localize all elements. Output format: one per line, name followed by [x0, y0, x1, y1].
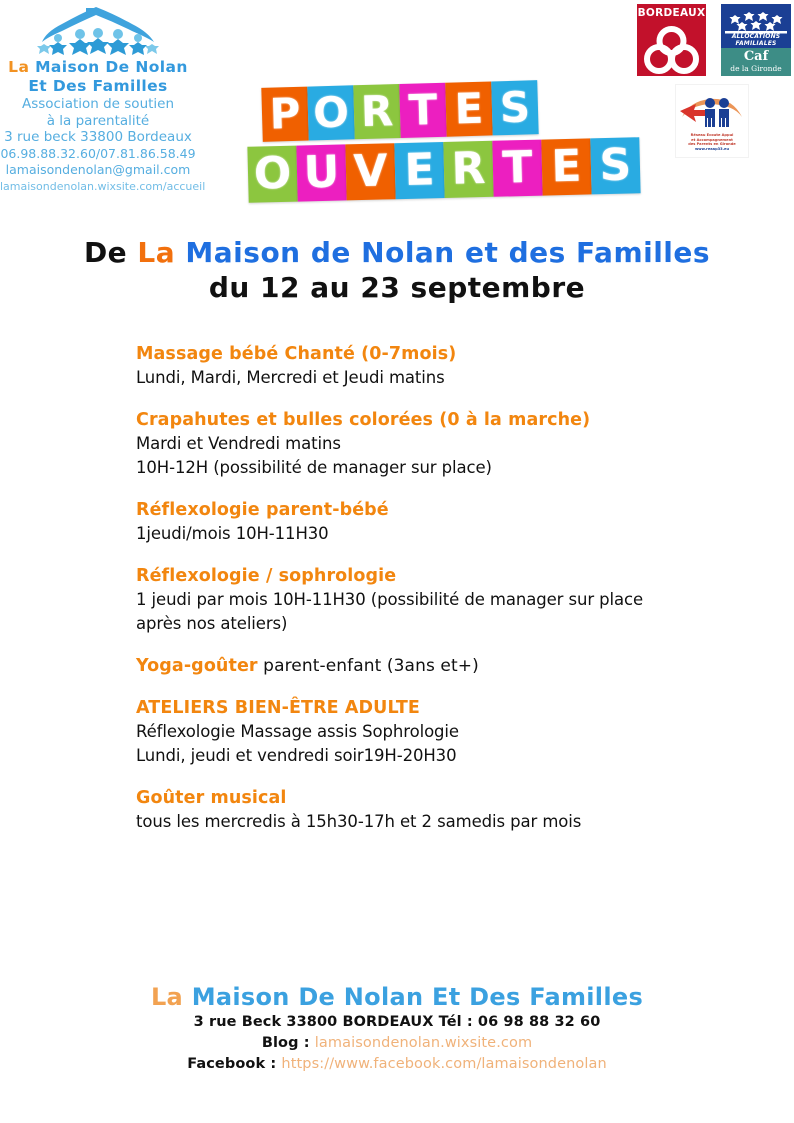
portes-tile-s-5: S — [491, 80, 538, 135]
footer-blog-line — [0, 1033, 794, 1054]
activity-block — [136, 697, 736, 768]
activity-block — [136, 499, 736, 546]
ouvertes-tile-e-3: E — [394, 142, 444, 199]
activity-title-suffix: parent-enfant (3ans et+) — [257, 656, 479, 676]
ouvertes-tile-u-1: U — [296, 144, 346, 201]
activity-title — [136, 697, 736, 720]
activity-title-text: Réflexologie parent-bébé — [136, 500, 389, 520]
activity-detail-line: après nos ateliers) — [136, 614, 288, 633]
ouvertes-tile-row — [247, 137, 640, 203]
association-email: lamaisondenolan@gmail.com — [5, 162, 191, 177]
heading-organisation: Maison de Nolan et des Familles — [185, 236, 711, 269]
association-tagline-line-2: à la parentalité — [46, 112, 150, 129]
ouvertes-tile-e-6: E — [541, 138, 591, 195]
activity-title — [136, 409, 736, 432]
activity-title-text: Réflexologie / sophrologie — [136, 566, 397, 586]
activity-detail-line: 10H-12H (possibilité de manager sur place) — [136, 458, 492, 477]
activity-detail-line: Lundi, Mardi, Mercredi et Jeudi matins — [136, 368, 445, 387]
reaap-two-people-arrow-icon — [676, 87, 748, 139]
association-address: 3 rue beck 33800 Bordeaux — [4, 129, 192, 145]
house-with-star-people-icon — [28, 2, 168, 58]
partner-logos — [625, 0, 794, 162]
association-name-line-2: Et Des Familles — [28, 77, 168, 95]
activity-title — [136, 565, 736, 588]
activity-detail-line: Mardi et Vendredi matins — [136, 434, 341, 453]
activity-title — [136, 655, 736, 678]
activity-title — [136, 787, 736, 810]
portes-tile-p-0: P — [261, 87, 308, 142]
activity-block — [136, 409, 736, 480]
activity-detail-line: 1 jeudi par mois 10H-11H30 (possibilité de manager sur place — [136, 590, 644, 609]
heading-la: La — [137, 236, 176, 269]
footer-title-la: La — [150, 983, 184, 1011]
caf-region-label: de la Gironde — [730, 64, 782, 73]
activity-detail-line: Réflexologie Massage assis Sophrologie — [136, 722, 459, 741]
activity-title-text: Yoga-goûter — [136, 656, 258, 676]
activity-title-text: Massage bébé Chanté (0-7mois) — [136, 344, 457, 364]
caf-logo-bottom — [721, 48, 791, 76]
footer-address-line: 3 rue Beck 33800 BORDEAUX Tél : 06 98 88 32 60 — [193, 1014, 601, 1030]
activity-detail-line: tous les mercredis à 15h30-17h et 2 samedis par mois — [136, 812, 582, 831]
association-name-maison-de-nolan: Maison De Nolan — [35, 58, 188, 76]
footer-facebook-line — [0, 1054, 794, 1075]
portes-ouvertes-title — [248, 82, 632, 210]
heading-de: De — [83, 236, 128, 269]
reaap-caption: Réseau Ecoute Appui et Accompagnement des Parents en Gironde www.reaap33.eu — [688, 133, 736, 151]
heading-line-1 — [0, 236, 794, 270]
main-heading — [0, 236, 794, 306]
ouvertes-tile-r-4: R — [443, 141, 493, 198]
bordeaux-logo — [637, 4, 706, 76]
footer-facebook-label: Facebook : — [187, 1056, 277, 1072]
footer-blog-label: Blog : — [261, 1035, 310, 1051]
heading-dates: du 12 au 23 septembre — [208, 271, 586, 304]
activity-title-text: Goûter musical — [136, 788, 287, 808]
activity-block — [136, 787, 736, 834]
caf-logo — [721, 4, 791, 76]
association-logo-block — [0, 2, 206, 195]
ouvertes-tile-o-0: O — [247, 146, 297, 203]
portes-tile-e-4: E — [445, 81, 492, 136]
association-phones: 06.98.88.32.60/07.81.86.58.49 — [0, 145, 196, 161]
ouvertes-tile-s-7: S — [590, 137, 640, 194]
activity-block — [136, 655, 736, 678]
activity-title-text: ATELIERS BIEN-ÊTRE ADULTE — [136, 698, 420, 718]
portes-tile-t-3: T — [399, 83, 446, 138]
caf-brand-label: Caf — [743, 49, 769, 64]
association-name-la: La — [8, 58, 30, 76]
activity-title — [136, 499, 736, 522]
activity-title — [136, 343, 736, 366]
ouvertes-tile-t-5: T — [492, 140, 542, 197]
portes-tile-row — [261, 80, 538, 142]
association-tagline-line-1: Association de soutien — [21, 96, 175, 112]
caf-allocations-familiales-label: ALLOCATIONS FAMILIALES — [731, 33, 781, 47]
reaap-url: www.reaap33.eu — [694, 146, 730, 151]
footer-title — [0, 982, 794, 1012]
activity-detail-line: Lundi, jeudi et vendredi soir19H-20H30 — [136, 746, 457, 765]
footer-block — [0, 982, 794, 1075]
activity-block — [136, 565, 736, 636]
ouvertes-tile-v-2: V — [345, 143, 395, 200]
footer-blog-url[interactable]: lamaisondenolan.wixsite.com — [314, 1035, 533, 1051]
activity-title-text: Crapahutes et bulles colorées (0 à la marche) — [136, 410, 591, 430]
activity-list — [136, 343, 736, 853]
portes-tile-o-1: O — [307, 85, 354, 140]
portes-tile-r-2: R — [353, 84, 400, 139]
bordeaux-logo-label: BORDEAUX — [637, 7, 706, 19]
bordeaux-triple-crescent-icon — [637, 21, 706, 75]
footer-facebook-url[interactable]: https://www.facebook.com/lamaisondenolan — [281, 1056, 607, 1072]
activity-detail-line: 1jeudi/mois 10H-11H30 — [136, 524, 329, 543]
reaap-logo — [675, 84, 749, 158]
association-name-line-1 — [0, 58, 196, 77]
footer-title-rest: Maison De Nolan Et Des Familles — [191, 983, 644, 1011]
activity-block — [136, 343, 736, 390]
association-website: lamaisondenolan.wixsite.com/accueil — [0, 179, 206, 193]
caf-logo-top — [721, 4, 791, 48]
